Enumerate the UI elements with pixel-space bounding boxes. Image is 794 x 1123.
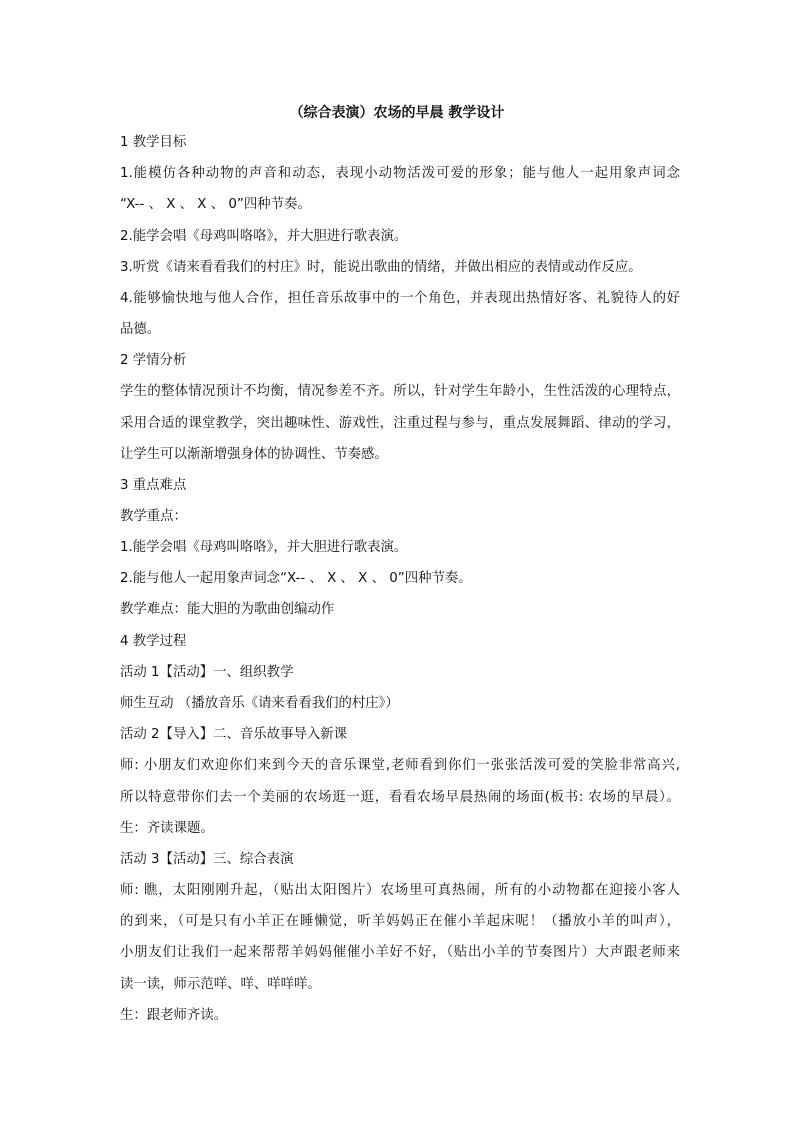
activity-1-text: 师生互动 （播放音乐《请来看看我们的村庄》） — [120, 696, 399, 711]
objective-1-line-1: 1.能模仿各种动物的声音和动态，表现小动物活泼可爱的形象；能与他人一起用象声词念 — [120, 166, 680, 181]
section-heading-process: 4 教学过程 — [120, 634, 187, 649]
activity-2-heading: 活动 2【导入】二、音乐故事导入新课 — [120, 727, 348, 742]
objective-4-line-2: 品德。 — [120, 322, 161, 337]
activity-3-line-5: 生：跟老师齐读。 — [120, 1008, 228, 1023]
activity-2-line-2: 所以特意带你们去一个美丽的农场逛一逛，看看农场早晨热闹的场面(板书: 农场的早晨）。 — [120, 790, 680, 805]
objective-4-line-1: 4.能够愉快地与他人合作，担任音乐故事中的一个角色，并表现出热情好客、礼貌待人的好 — [120, 291, 680, 306]
activity-3-line-1: 师: 瞧，太阳刚刚升起，（贴出太阳图片）农场里可真热闹，所有的小动物都在迎接小客人 — [120, 883, 680, 898]
objective-1-line-2: “X-- 、 X 、 X 、 0”四种节奏。 — [120, 197, 311, 212]
activity-3-line-3: 小朋友们让我们一起来帮帮羊妈妈催催小羊好不好，（贴出小羊的节奏图片）大声跟老师来 — [120, 945, 680, 960]
section-heading-analysis: 2 学情分析 — [120, 353, 187, 368]
activity-2-line-1: 师: 小朋友们欢迎你们来到今天的音乐课堂,老师看到你们一张张活泼可爱的笑脸非常高兴, — [120, 758, 680, 773]
objective-3: 3.听赏《请来看看我们的村庄》时，能说出歌曲的情绪，并做出相应的表情或动作反应。 — [120, 260, 642, 275]
analysis-line-3: 让学生可以渐渐增强身体的协调性、节奏感。 — [120, 447, 388, 462]
difficulty-text: 教学难点：能大胆的为歌曲创编动作 — [120, 602, 335, 617]
analysis-line-2: 采用合适的课堂教学，突出趣味性、游戏性，注重过程与参与，重点发展舞蹈、律动的学习， — [120, 416, 680, 431]
key-point-1: 1.能学会唱《母鸡叫咯咯》，并大胆进行歌表演。 — [120, 540, 408, 555]
document-title: （综合表演）农场的早晨 教学设计 — [289, 105, 505, 121]
activity-3-line-4: 读一读，师示范咩、咩、咩咩咩。 — [120, 977, 321, 992]
activity-1-heading: 活动 1【活动】一、组织教学 — [120, 665, 294, 680]
key-point-2: 2.能与他人一起用象声词念“X-- 、 X 、 X 、 0”四种节奏。 — [120, 571, 472, 586]
objective-2: 2.能学会唱《母鸡叫咯咯》，并大胆进行歌表演。 — [120, 229, 408, 244]
activity-2-line-3: 生：齐读课题。 — [120, 821, 214, 836]
activity-3-line-2: 的到来，（可是只有小羊正在睡懒觉，听羊妈妈正在催小羊起床呢！（播放小羊的叫声）， — [120, 914, 680, 929]
analysis-line-1: 学生的整体情况预计不均衡，情况参差不齐。所以，针对学生年龄小，生性活泼的心理特点， — [120, 384, 680, 399]
section-heading-objectives: 1 教学目标 — [120, 135, 187, 150]
key-points-label: 教学重点： — [120, 509, 187, 524]
activity-3-heading: 活动 3【活动】三、综合表演 — [120, 852, 294, 867]
section-heading-key-points: 3 重点难点 — [120, 478, 187, 493]
